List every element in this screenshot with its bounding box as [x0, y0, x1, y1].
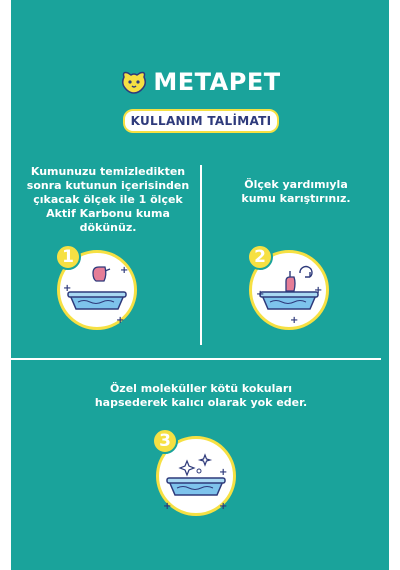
title-badge	[123, 109, 279, 133]
svg-text:+: +	[314, 285, 323, 296]
svg-text:+: +	[219, 501, 228, 512]
svg-text:+: +	[219, 467, 228, 478]
pet-face-icon	[119, 69, 149, 95]
page-title: KULLANIM TALİMATI	[130, 114, 272, 128]
svg-text:+: +	[163, 501, 172, 512]
step-1-text: Kumunuzu temizledikten sonra kutunun içerisinden çıkacak ölçek ile 1 ölçek Aktif Karbonu kuma dökünüz.	[26, 165, 190, 234]
svg-text:+: +	[290, 315, 299, 326]
step-1-number-badge: 1	[55, 244, 81, 270]
horizontal-divider	[11, 358, 381, 360]
svg-text:+: +	[63, 283, 72, 294]
svg-text:+: +	[116, 315, 125, 326]
svg-text:+: +	[120, 265, 129, 276]
brand-logo	[11, 68, 389, 96]
instruction-card	[11, 0, 389, 570]
vertical-divider	[200, 165, 202, 345]
step-2-text: Ölçek yardımıyla kumu karıştırınız.	[241, 178, 351, 205]
step-2-number-badge: 2	[247, 244, 273, 270]
svg-text:+: +	[256, 289, 265, 300]
brand-name: METAPET	[153, 68, 281, 96]
step-3-number-badge: 3	[152, 428, 178, 454]
step-3-text: Özel moleküller kötü kokuları hapsederek kalıcı olarak yok eder.	[94, 382, 308, 409]
